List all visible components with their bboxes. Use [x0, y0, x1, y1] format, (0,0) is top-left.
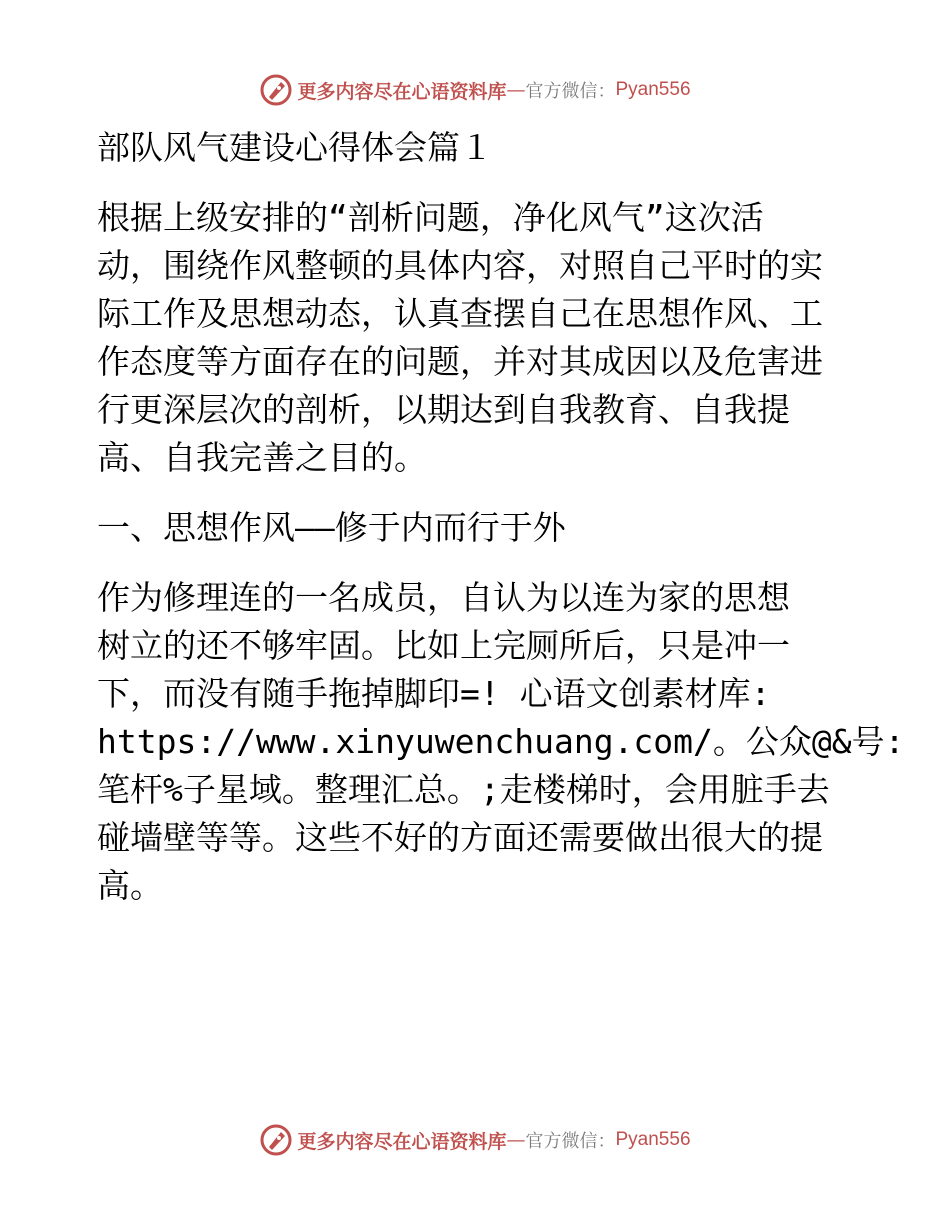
section-heading: 一、思想作风——修于内而行于外 — [97, 508, 566, 547]
paragraph-line: 下，而没有随手拖掉脚印=! 心语文创素材库: — [97, 674, 771, 713]
paragraph-line: 树立的还不够牢固。比如上完厕所后，只是冲一 — [97, 626, 790, 665]
paragraph-line: 高、自我完善之目的。 — [97, 438, 427, 477]
document-body — [97, 124, 905, 910]
banner-wechat-label: 官方微信： — [525, 81, 616, 102]
paragraph-line: 作态度等方面存在的问题，并对其成因以及危害进 — [97, 342, 823, 381]
paragraph-line: 行更深层次的剖析，以期达到自我教育、自我提 — [97, 390, 790, 429]
paragraph-2 — [97, 574, 905, 910]
pen-nib-logo-icon — [259, 1123, 293, 1157]
paragraph-line: https://www.xinyuwenchuang.com/。公众@&号: — [97, 722, 905, 761]
document-title: 部队风气建设心得体会篇１ — [97, 128, 493, 167]
footer-banner — [0, 1120, 950, 1160]
paragraph-line: 作为修理连的一名成员，自认为以连为家的思想 — [97, 578, 790, 617]
paragraph-line: 根据上级安排的“剖析问题，净化风气”这次活 — [97, 198, 764, 237]
banner-wechat-id: Pyan556 — [615, 79, 691, 100]
pen-nib-logo-icon — [259, 73, 293, 107]
paragraph-line: 碰墙壁等等。这些不好的方面还需要做出很大的提 — [97, 818, 823, 857]
paragraph-1 — [97, 194, 857, 482]
banner-main-text: 更多内容尽在心语资料库 — [297, 80, 507, 103]
banner-dash: — — [506, 79, 526, 101]
paragraph-line: 笔杆%子星域。整理汇总。;走楼梯时，会用脏手去 — [97, 770, 830, 809]
paragraph-line: 动，围绕作风整顿的具体内容，对照自己平时的实 — [97, 246, 823, 285]
paragraph-line: 际工作及思想动态，认真查摆自己在思想作风、工 — [97, 294, 823, 333]
banner-dash: — — [506, 1129, 526, 1151]
banner-wechat-label: 官方微信： — [525, 1131, 616, 1152]
paragraph-line: 高。 — [97, 866, 163, 905]
banner-main-text: 更多内容尽在心语资料库 — [297, 1130, 507, 1153]
header-banner — [0, 70, 950, 110]
banner-wechat-id: Pyan556 — [615, 1129, 691, 1150]
